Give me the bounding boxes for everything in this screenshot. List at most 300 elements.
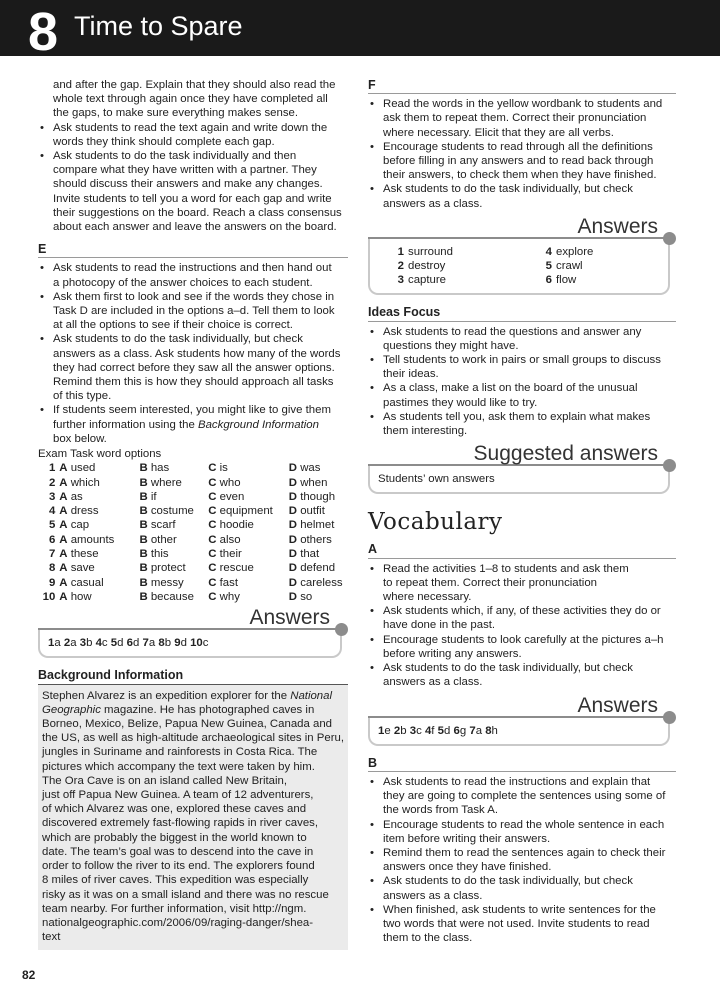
option-cell xyxy=(208,490,289,504)
option-word: cap xyxy=(70,519,90,532)
option-cell xyxy=(289,547,348,561)
table-row xyxy=(38,533,348,547)
option-word: defend xyxy=(300,562,336,575)
bullet-item xyxy=(368,182,676,210)
table-row xyxy=(38,561,348,575)
item-number: 6 xyxy=(48,533,56,546)
heading-dot xyxy=(663,232,676,245)
answers-heading xyxy=(368,693,676,718)
text-line: order to follow the river to its end. The explorers found xyxy=(42,860,315,873)
option-letter: D xyxy=(288,519,298,532)
answers-box xyxy=(368,239,670,296)
table-row xyxy=(38,518,348,532)
option-cell xyxy=(139,547,208,561)
answer-number: 6 xyxy=(545,274,552,287)
text-line: words they think should complete each gap. xyxy=(53,135,275,148)
text-line: text xyxy=(42,931,61,944)
option-cell xyxy=(208,461,289,475)
option-cell xyxy=(139,504,208,518)
option-cell xyxy=(289,561,348,575)
option-word: because xyxy=(150,590,194,603)
answer-number: 2 xyxy=(397,260,404,273)
option-cell xyxy=(59,461,139,475)
option-word: other xyxy=(150,533,177,546)
option-letter: B xyxy=(139,462,148,475)
text-line: the US, as well as high-altitude archaeological sites in Peru, xyxy=(42,732,345,745)
option-word: so xyxy=(300,590,313,603)
text-line xyxy=(42,703,344,717)
option-letter: A xyxy=(59,548,68,561)
answer-number: 3 xyxy=(409,724,417,737)
option-letter: B xyxy=(139,505,148,518)
ideas-bullets xyxy=(368,325,676,439)
italic-text: Background Information xyxy=(198,418,319,431)
answers-box xyxy=(368,718,670,746)
option-word: amounts xyxy=(70,533,115,546)
text-line: • Ask students to read the instructions and explain that xyxy=(383,775,651,788)
suggested-answers-text: Students’ own answers xyxy=(378,473,495,486)
text-line: them to the class. xyxy=(383,932,473,945)
answer-grid xyxy=(390,245,660,288)
answer-number: 10 xyxy=(190,637,203,650)
table-row xyxy=(38,490,348,504)
answer-letter: d xyxy=(133,637,140,650)
text-line: discovered extremely fast-flowing rapids in river caves, xyxy=(42,817,319,830)
option-letter: D xyxy=(288,548,298,561)
text-line: answers as a class. xyxy=(383,197,483,210)
option-letter: C xyxy=(208,476,217,489)
option-cell xyxy=(59,533,139,547)
text-line: Task D are included in the options a–d. Tell them to look xyxy=(53,305,335,318)
option-letter: D xyxy=(288,505,298,518)
option-cell xyxy=(208,576,289,590)
answer-item xyxy=(390,245,538,259)
text-line: the gaps, to make sure everything makes sense. xyxy=(53,107,299,120)
text-line: • Ask students to do the task individually, but check xyxy=(383,875,633,888)
option-cell xyxy=(59,547,139,561)
bullet-item xyxy=(368,140,676,183)
option-word: though xyxy=(300,490,336,503)
answer-number: 4 xyxy=(95,637,102,650)
option-word: messy xyxy=(150,576,184,589)
answer-number: 4 xyxy=(424,724,432,737)
text-line: • Ask students to do the task individually, but check xyxy=(383,662,633,675)
text-line: team nearby. For further information, visit http://ngm. xyxy=(42,902,307,915)
text-line: • As a class, make a list on the board of the unusual xyxy=(383,382,638,395)
item-number: 5 xyxy=(48,519,56,532)
answer-letter: a xyxy=(148,637,156,650)
option-word: scarf xyxy=(150,519,176,532)
option-letter: A xyxy=(59,519,68,532)
answer-word: destroy xyxy=(408,260,446,273)
answer-letter: d xyxy=(443,724,451,737)
table-row xyxy=(38,547,348,561)
bullet-item xyxy=(38,403,348,446)
option-cell xyxy=(59,590,139,604)
text-line: pastimes they would like to try. xyxy=(383,396,538,409)
answer-number: 5 xyxy=(545,260,552,273)
option-letter: B xyxy=(139,576,148,589)
option-cell xyxy=(139,533,208,547)
bullet-item xyxy=(38,149,348,234)
page-number: 82 xyxy=(22,968,36,982)
answer-number: 6 xyxy=(126,637,133,650)
text-line: of which Alvarez was one, explored these caves and xyxy=(42,803,307,816)
option-cell xyxy=(289,490,348,504)
vocabulary-heading: Vocabulary xyxy=(368,509,503,536)
answer-number: 8 xyxy=(158,637,165,650)
exam-options-table xyxy=(38,461,348,604)
text-line: they are going to complete the sentences using some of xyxy=(383,790,666,803)
text-line: • Ask students to read the instructions and then hand out xyxy=(53,262,332,275)
text-line: answers as a class. xyxy=(383,676,483,689)
text-line xyxy=(42,689,344,703)
answer-key xyxy=(378,724,660,738)
option-letter: B xyxy=(139,562,148,575)
option-letter: A xyxy=(59,462,68,475)
answer-word: surround xyxy=(408,245,453,258)
bullet-item xyxy=(368,903,676,946)
background-info-box xyxy=(38,685,348,951)
item-number: 7 xyxy=(48,548,56,561)
option-cell xyxy=(289,590,348,604)
item-number: 4 xyxy=(48,505,56,518)
section-heading-e: E xyxy=(38,242,348,258)
option-cell xyxy=(139,476,208,490)
bullet-item xyxy=(38,121,348,149)
text-line: should discuss their answers and make any changes. xyxy=(53,178,323,191)
option-letter: C xyxy=(208,462,217,475)
option-cell xyxy=(59,504,139,518)
text-line: • Ask students which, if any, of these activities they do or xyxy=(383,605,661,618)
text-line: before filling in any answers and to read back through xyxy=(383,155,654,168)
answer-number: 2 xyxy=(393,724,401,737)
option-word: if xyxy=(150,490,157,503)
answer-letter: c xyxy=(202,637,209,650)
text-line: of this type. xyxy=(53,390,112,403)
option-cell xyxy=(208,547,289,561)
text-line: answers as a class. Ask students how many of the words xyxy=(53,347,341,360)
text-line: • Encourage students to look carefully at the pictures a–h xyxy=(383,633,664,646)
heading-dot xyxy=(663,711,676,724)
bullet-item xyxy=(368,846,676,874)
answer-key xyxy=(48,636,332,650)
answer-item xyxy=(390,259,538,273)
option-cell xyxy=(139,490,208,504)
answer-item xyxy=(538,245,658,259)
text-line: their suggestions on the board. Reach a class consensus xyxy=(53,206,342,219)
option-cell xyxy=(59,476,139,490)
option-word: was xyxy=(300,462,321,475)
text-line: the words from Task A. xyxy=(383,804,499,817)
answer-letter: c xyxy=(416,724,422,737)
option-letter: C xyxy=(208,562,217,575)
option-cell xyxy=(289,533,348,547)
option-letter: A xyxy=(59,476,68,489)
text-line: answers once they have finished. xyxy=(383,861,552,874)
option-cell xyxy=(289,576,348,590)
text-line: before writing any answers. xyxy=(383,647,522,660)
bullet-item xyxy=(368,97,676,140)
option-letter: C xyxy=(208,590,217,603)
text-line: answers as a class. xyxy=(383,889,483,902)
text-line: about each answer and leave the answers on the board. xyxy=(53,221,337,234)
answer-letter: g xyxy=(459,724,467,737)
text-line: • Remind them to read the sentences again to check their xyxy=(383,846,666,859)
answers-label: Answers xyxy=(577,693,658,717)
text-line: • Ask them first to look and see if the words they chose in xyxy=(53,290,335,303)
option-letter: A xyxy=(59,562,68,575)
text-line: where necessary. xyxy=(383,591,472,604)
option-letter: B xyxy=(139,519,148,532)
right-column xyxy=(368,78,676,945)
option-cell xyxy=(208,504,289,518)
text-span: magazine. He has photographed caves in xyxy=(100,703,315,716)
option-letter: A xyxy=(59,533,68,546)
option-letter: D xyxy=(288,562,298,575)
option-letter: C xyxy=(208,576,217,589)
answer-word: crawl xyxy=(556,260,583,273)
item-number: 1 xyxy=(48,462,56,475)
text-span: Stephen Alvarez is an expedition explorer for the xyxy=(42,689,291,702)
option-letter: B xyxy=(139,548,148,561)
option-word: outfit xyxy=(300,505,325,518)
text-line xyxy=(53,418,348,432)
option-letter: A xyxy=(59,490,68,503)
option-letter: A xyxy=(59,590,68,603)
text-line: • Read the activities 1–8 to students and ask them xyxy=(383,562,629,575)
option-cell xyxy=(139,561,208,575)
answer-item xyxy=(538,273,658,287)
text-line: have done in the past. xyxy=(383,619,496,632)
answer-number: 5 xyxy=(110,637,118,650)
text-line: • As students tell you, ask them to explain what makes xyxy=(383,410,651,423)
text-line: their ideas. xyxy=(383,368,439,381)
text-line: a photocopy of the answer choices to each student. xyxy=(53,276,313,289)
text-line: • Ask students to read the questions and answer any xyxy=(383,325,642,338)
chapter-number: 8 xyxy=(28,2,59,62)
bullet-item xyxy=(38,332,348,403)
option-letter: B xyxy=(139,476,148,489)
option-word: equipment xyxy=(219,505,273,518)
bullet-item xyxy=(38,261,348,289)
bullet-item xyxy=(368,633,676,661)
suggested-answers-heading xyxy=(368,444,676,466)
text-line: date. The team’s goal was to descend into the cave in xyxy=(42,845,314,858)
task-f-bullets xyxy=(368,97,676,211)
answer-item xyxy=(390,273,538,287)
text-line: box below. xyxy=(53,432,107,445)
text-line: • Ask students to do the task individually and then xyxy=(53,150,297,163)
option-cell xyxy=(289,504,348,518)
text-line: • Encourage students to read the whole sentence in each xyxy=(383,818,665,831)
section-heading-b: B xyxy=(368,756,676,772)
option-word: which xyxy=(70,476,100,489)
item-number: 10 xyxy=(42,590,56,603)
answer-word: flow xyxy=(556,274,577,287)
ideas-focus-heading: Ideas Focus xyxy=(368,305,676,321)
text-line: 8 miles of river caves. This expedition was especially xyxy=(42,874,309,887)
option-cell xyxy=(59,518,139,532)
answer-word: capture xyxy=(408,274,446,287)
option-letter: D xyxy=(288,462,298,475)
option-letter: D xyxy=(288,490,298,503)
text-line: Borneo, Mexico, Belize, Papua New Guinea, Canada and xyxy=(42,718,333,731)
option-word: that xyxy=(300,548,320,561)
option-word: who xyxy=(219,476,241,489)
table-row xyxy=(38,576,348,590)
answer-number: 7 xyxy=(142,637,149,650)
answers-label: Answers xyxy=(249,606,330,630)
answer-number: 8 xyxy=(485,724,492,737)
bullet-item xyxy=(368,818,676,846)
answer-number: 1 xyxy=(48,637,55,650)
answer-letter: e xyxy=(384,724,391,737)
chapter-title: Time to Spare xyxy=(74,11,243,41)
suggested-answers-box xyxy=(368,466,670,494)
answer-letter: f xyxy=(431,724,435,737)
option-letter: B xyxy=(139,533,148,546)
option-cell xyxy=(59,490,139,504)
italic-text: National xyxy=(290,689,333,702)
text-line: The Ora Cave is on an island called New Britain, xyxy=(42,774,288,787)
left-column xyxy=(38,78,348,950)
option-cell xyxy=(289,518,348,532)
bullet-item xyxy=(368,410,676,438)
text-line: just off Papua New Guinea. A team of 12 adventurers, xyxy=(42,789,314,802)
option-letter: C xyxy=(208,519,217,532)
option-letter: D xyxy=(288,590,298,603)
answer-number: 5 xyxy=(437,724,444,737)
section-heading-a: A xyxy=(368,542,676,558)
exam-task-title: Exam Task word options xyxy=(38,448,162,461)
bullet-item xyxy=(368,874,676,902)
item-number: 3 xyxy=(48,490,56,503)
table-row xyxy=(38,590,348,604)
option-word: when xyxy=(300,476,328,489)
answer-letter: b xyxy=(164,637,172,650)
table-row xyxy=(38,461,348,475)
option-letter: D xyxy=(288,476,298,489)
table-row xyxy=(38,476,348,490)
answer-number: 4 xyxy=(545,245,552,258)
option-letter: C xyxy=(208,490,217,503)
answer-number: 6 xyxy=(453,724,460,737)
answer-word: explore xyxy=(556,245,594,258)
chapter-header xyxy=(0,0,720,62)
text-line: nationalgeographic.com/2006/09/raging-danger/shea- xyxy=(42,916,314,929)
option-word: save xyxy=(70,562,95,575)
answer-number: 3 xyxy=(79,637,87,650)
table-row xyxy=(38,504,348,518)
bullet-item xyxy=(368,325,676,353)
answer-number: 9 xyxy=(174,637,181,650)
text-line: which are probably the biggest in the world known to xyxy=(42,831,307,844)
option-letter: A xyxy=(59,505,68,518)
task-a-bullets xyxy=(368,562,676,690)
text-line: • Tell students to work in pairs or small groups to discuss xyxy=(383,354,661,367)
option-cell xyxy=(208,590,289,604)
suggested-answers-label: Suggested answers xyxy=(473,442,658,466)
background-info-heading: Background Information xyxy=(38,668,348,684)
option-cell xyxy=(139,461,208,475)
option-cell xyxy=(208,476,289,490)
option-letter: C xyxy=(208,505,217,518)
option-word: used xyxy=(70,462,96,475)
text-line: • Ask students to do the task individually, but check xyxy=(53,333,303,346)
text-line: pictures which accompany the text were taken by him. xyxy=(42,760,315,773)
text-line: and after the gap. Explain that they should also read the xyxy=(53,79,336,91)
answer-letter: a xyxy=(70,637,77,650)
answer-number: 1 xyxy=(397,245,404,258)
item-number: 8 xyxy=(48,562,56,575)
answer-letter: a xyxy=(54,637,61,650)
text-line: jungles in Suriname and rainforests in Costa Rica. The xyxy=(42,746,318,759)
answer-number: 3 xyxy=(397,274,404,287)
task-d-bullets xyxy=(38,121,348,235)
option-letter: A xyxy=(59,576,68,589)
text-span: further information using the xyxy=(53,418,198,431)
option-letter: D xyxy=(288,576,298,589)
text-line: they had correct before they saw all the answer options. xyxy=(53,361,335,374)
answer-number: 1 xyxy=(378,724,385,737)
bullet-item xyxy=(368,661,676,689)
option-cell xyxy=(208,533,289,547)
option-word: helmet xyxy=(300,519,335,532)
option-word: protect xyxy=(150,562,186,575)
text-line: where necessary. Elicit that they are all verbs. xyxy=(383,126,614,139)
option-word: these xyxy=(70,548,99,561)
option-word: fast xyxy=(219,576,239,589)
text-line: Remind them this is how they should approach all tasks xyxy=(53,376,334,389)
background-text xyxy=(42,717,344,944)
bullet-item xyxy=(368,562,676,605)
item-number: 2 xyxy=(48,476,56,489)
text-line: • When finished, ask students to write sentences for the xyxy=(383,903,656,916)
text-line: • Ask students to read the text again and write down the xyxy=(53,121,328,134)
option-cell xyxy=(59,576,139,590)
text-line: ask them to repeat them. Correct their pronunciation xyxy=(383,112,647,125)
answer-letter: a xyxy=(475,724,483,737)
answer-item xyxy=(538,259,658,273)
option-word: casual xyxy=(70,576,104,589)
answers-label: Answers xyxy=(577,214,658,238)
option-letter: C xyxy=(208,533,217,546)
answers-box xyxy=(38,630,342,658)
answer-letter: d xyxy=(117,637,124,650)
option-word: has xyxy=(150,462,170,475)
text-line: two words that were not used. Invite students to read xyxy=(383,917,650,930)
option-word: hoodie xyxy=(219,519,254,532)
answers-heading xyxy=(368,214,676,239)
option-word: also xyxy=(219,533,241,546)
option-cell xyxy=(208,518,289,532)
answers-heading xyxy=(38,608,348,630)
option-word: why xyxy=(219,590,240,603)
option-word: careless xyxy=(300,576,343,589)
option-word: how xyxy=(70,590,92,603)
option-cell xyxy=(139,518,208,532)
text-line: • Read the words in the yellow wordbank to students and xyxy=(383,98,663,111)
text-line: to repeat them. Correct their pronunciation xyxy=(383,576,598,589)
intro-text xyxy=(38,78,348,121)
option-letter: C xyxy=(208,548,217,561)
option-word: where xyxy=(150,476,182,489)
option-letter: B xyxy=(139,490,148,503)
answer-letter: b xyxy=(86,637,93,650)
text-line: whole text through again once they have completed all xyxy=(53,93,328,106)
item-number: 9 xyxy=(48,576,56,589)
